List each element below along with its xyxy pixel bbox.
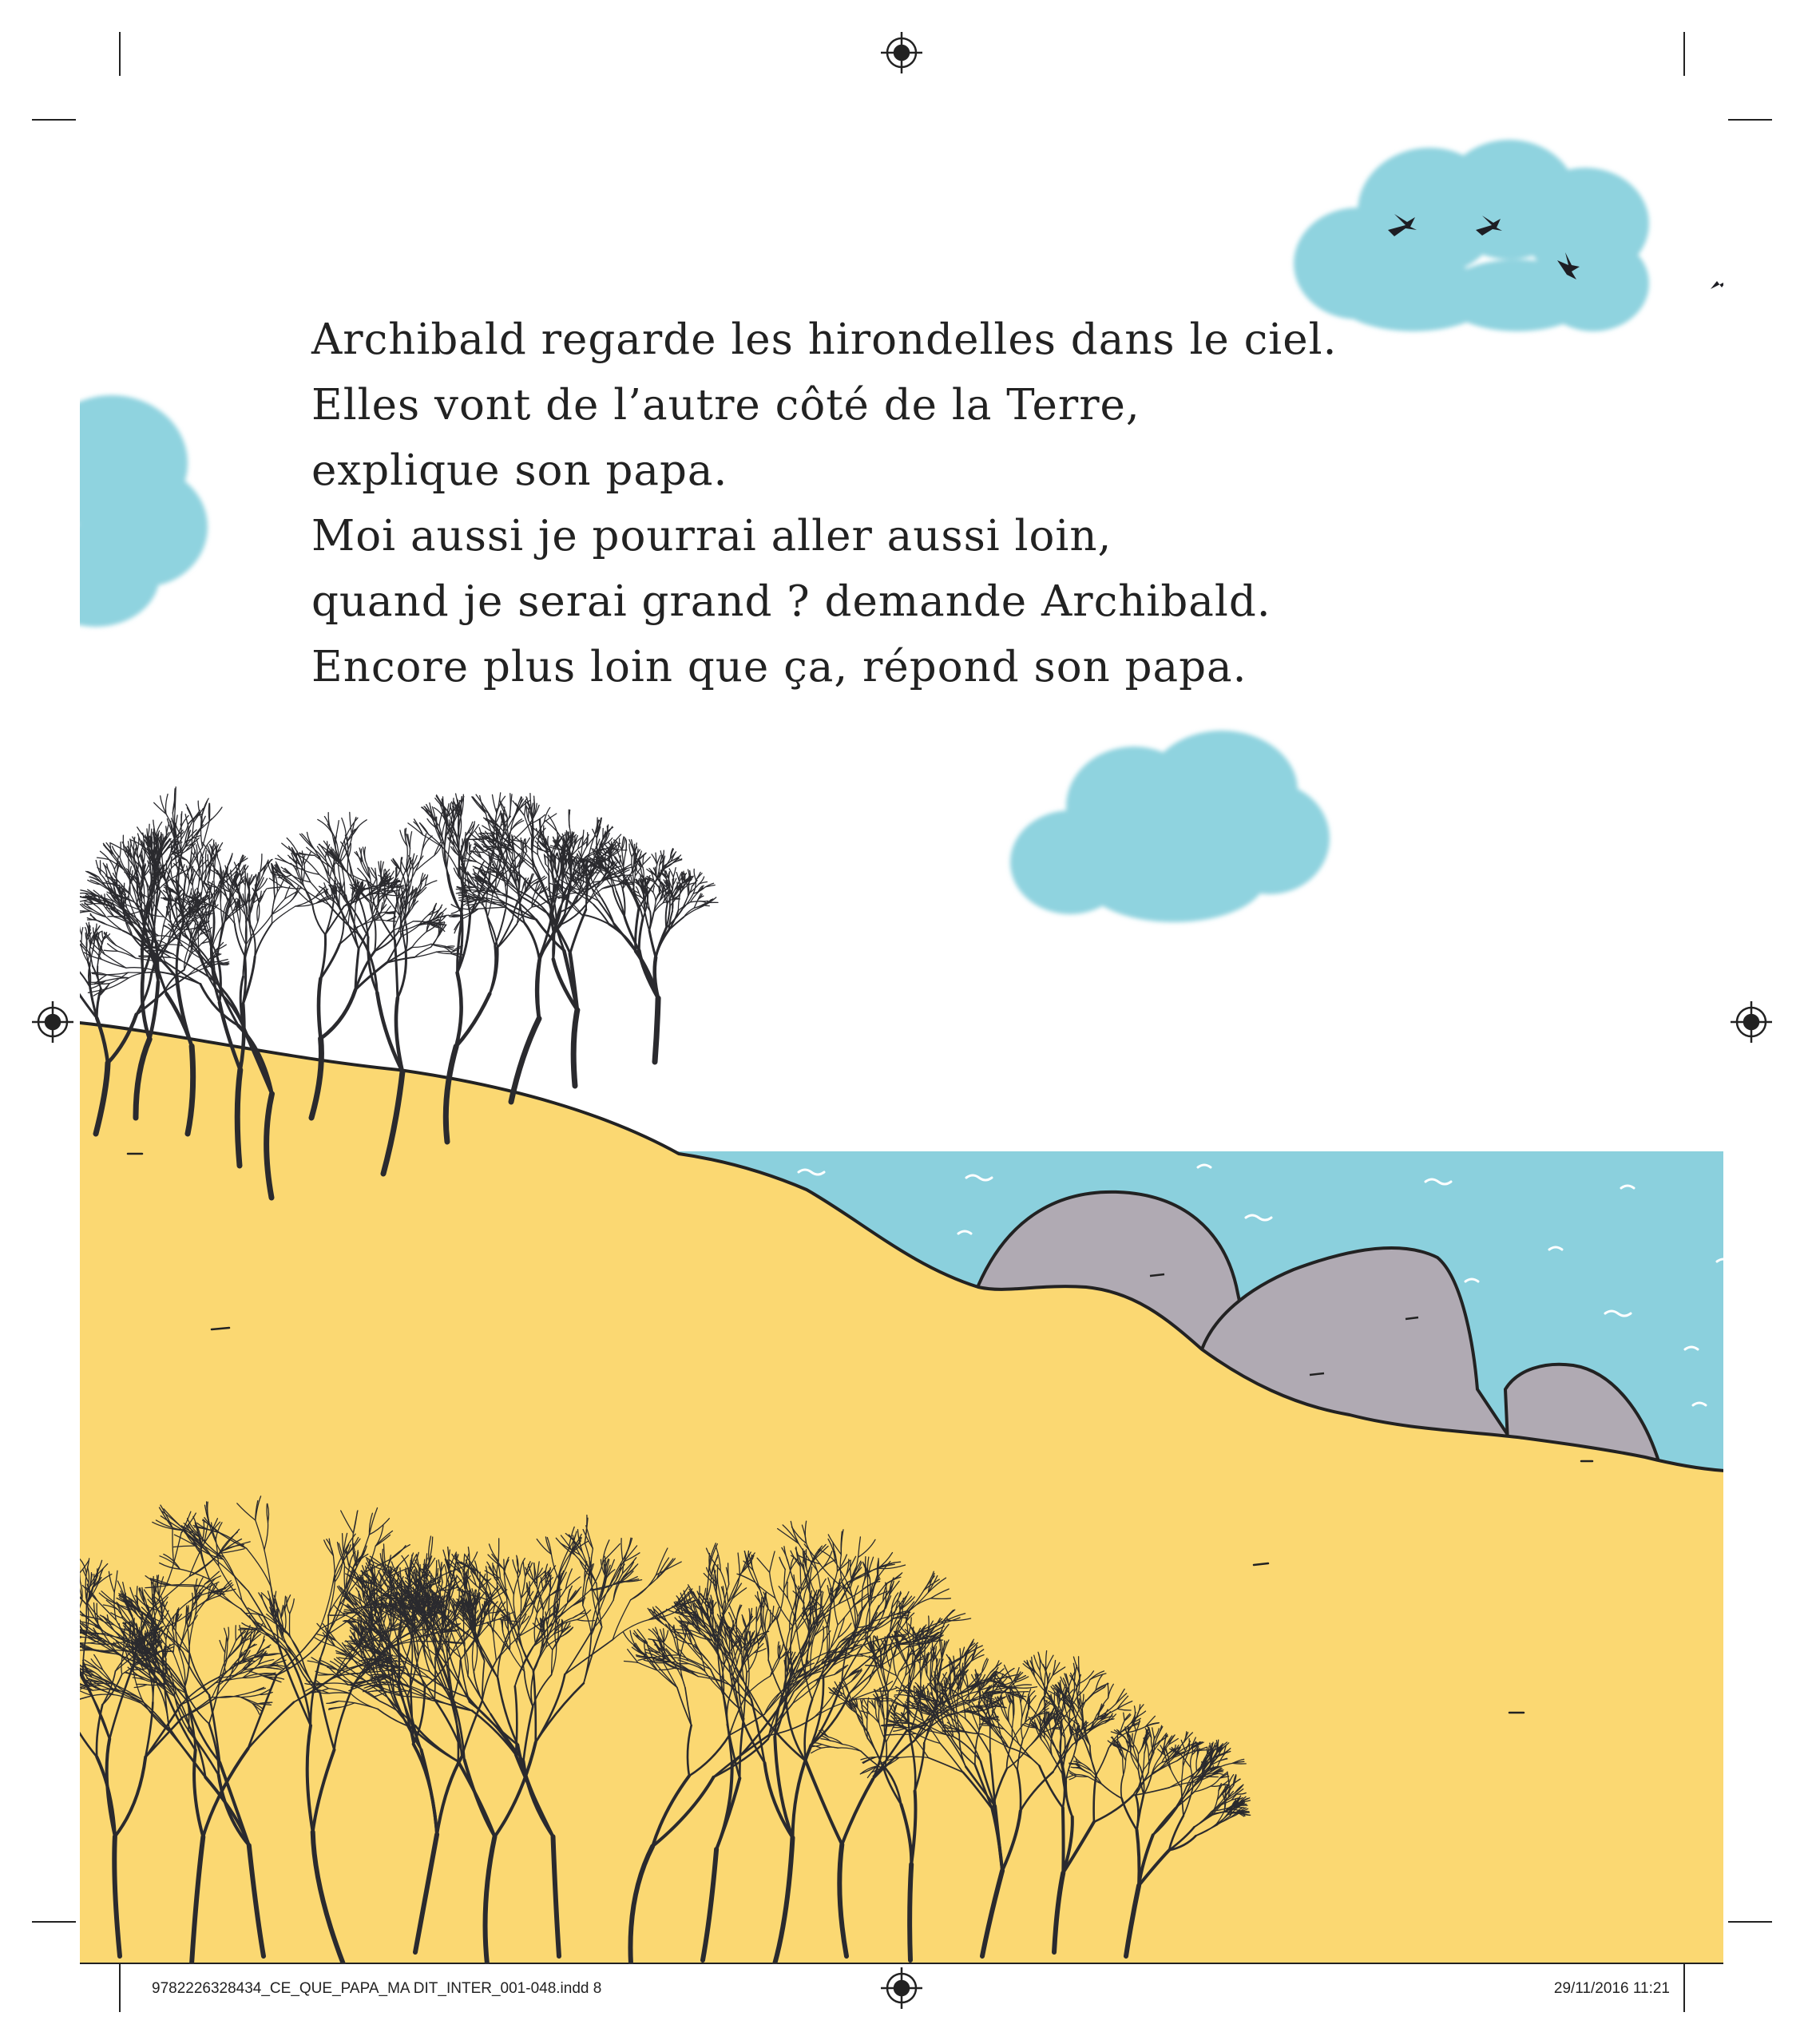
- registration-mark-icon: [881, 32, 922, 73]
- print-slug-timestamp: 29/11/2016 11:21: [1553, 1980, 1670, 1997]
- registration-mark-icon: [881, 1967, 922, 2009]
- story-line: quand je serai grand ? demande Archibald.: [311, 577, 1271, 626]
- story-line: Moi aussi je pourrai aller aussi loin,: [311, 512, 1112, 561]
- story-text: [311, 307, 1350, 700]
- cloud-left-edge: [32, 395, 208, 627]
- story-line: Archibald regarde les hirondelles dans le ciel.: [311, 315, 1338, 364]
- story-line: Encore plus loin que ça, répond son papa.: [311, 643, 1247, 691]
- registration-mark-icon: [32, 1001, 73, 1043]
- print-slug-filename: 9782226328434_CE_QUE_PAPA_MA DIT_INTER_001-048.indd 8: [152, 1980, 602, 1997]
- registration-mark-icon: [1731, 1001, 1772, 1043]
- story-line: explique son papa.: [311, 446, 728, 495]
- swallow-icon: [1711, 281, 1727, 289]
- cloud-middle: [1010, 731, 1330, 922]
- story-line: Elles vont de l’autre côté de la Terre,: [311, 381, 1140, 430]
- cloud-top-right: [1294, 140, 1649, 331]
